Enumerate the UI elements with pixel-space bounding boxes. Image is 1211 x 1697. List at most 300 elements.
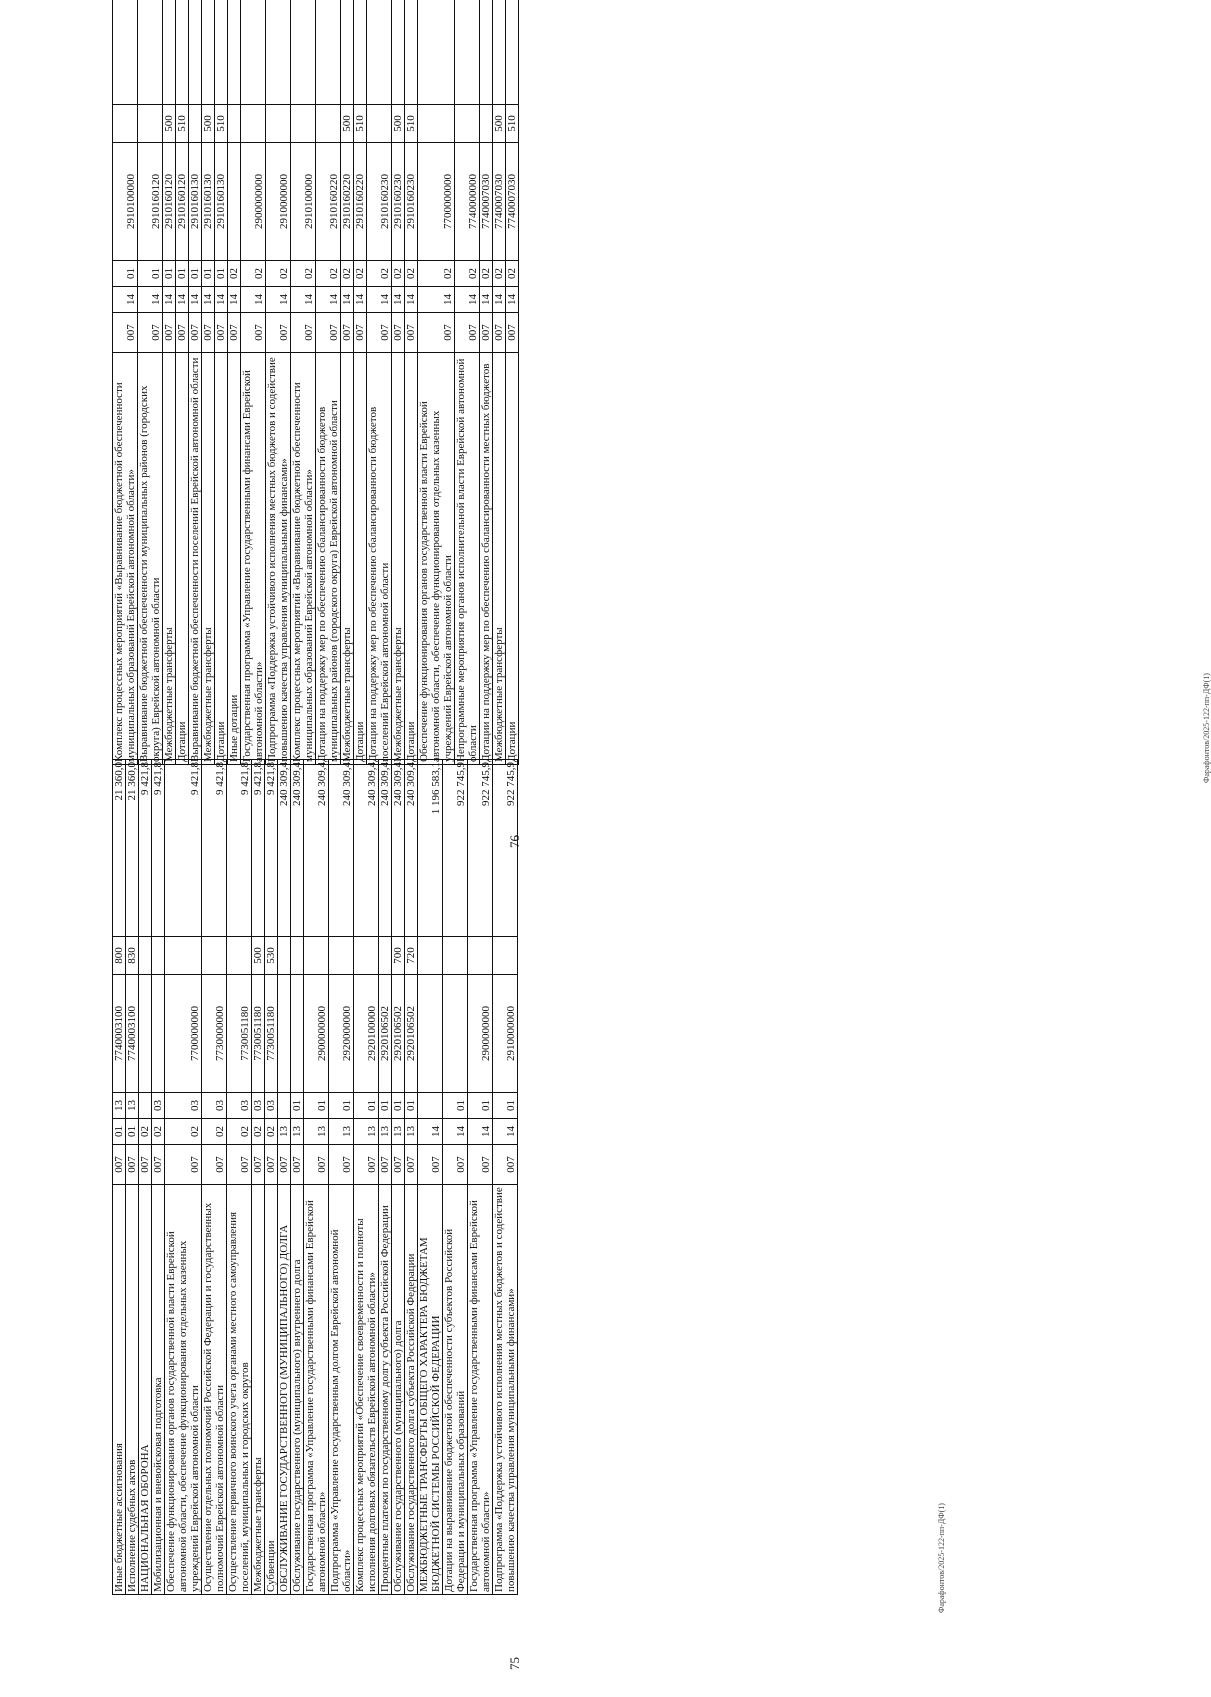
pr-cell: 13	[113, 1093, 126, 1119]
pr-cell: 01	[291, 1093, 304, 1119]
vr-cell	[266, 105, 291, 143]
rz-cell: 13	[304, 1119, 329, 1145]
gr-cell: 007	[163, 313, 176, 353]
rz-cell: 14	[418, 287, 455, 313]
row-name-cell: МЕЖБЮДЖЕТНЫЕ ТРАНСФЕРТЫ ОБЩЕГО ХАРАКТЕРА БЮДЖЕТАМ БЮДЖЕТНОЙ СИСТЕМЫ РОССИЙСКОЙ ФЕДЕРАЦИИ	[418, 1185, 443, 1595]
pr-cell: 02	[241, 261, 266, 287]
vr-cell	[480, 105, 493, 143]
page-number: 76	[507, 835, 522, 848]
table-row	[367, 0, 392, 765]
csr-cell: 2910160220	[354, 143, 367, 261]
pr-cell: 01	[113, 261, 138, 287]
rz-cell: 14	[176, 287, 189, 313]
row-name-cell: Комплекс процессных мероприятий «Обеспечение своевременности и полноты исполнения долговых обязательств Еврейской автономной области»	[354, 1185, 379, 1595]
rz-cell: 02	[152, 1119, 165, 1145]
gr-cell: 007	[176, 313, 189, 353]
rz-cell: 02	[202, 1119, 227, 1145]
rz-cell: 14	[266, 287, 291, 313]
row-name-cell: Государственная программа «Управление государственными финансами Еврейской автономной области»	[241, 353, 266, 765]
csr-cell: 2910160220	[341, 143, 354, 261]
gr-cell: 007	[241, 313, 266, 353]
table-row	[163, 0, 176, 765]
pr-cell: 02	[493, 261, 506, 287]
sum-cell: 240 309,4	[291, 760, 304, 937]
row-name-cell: Дотации	[506, 353, 519, 765]
table-row	[392, 0, 405, 765]
sum-cell: 21 360,0	[126, 760, 139, 937]
pr-cell: 02	[228, 261, 241, 287]
gr-cell: 007	[139, 1145, 152, 1185]
row-name-cell: Непрограммные мероприятия органов исполнительной власти Еврейской автономной области	[455, 353, 480, 765]
vr-cell	[455, 105, 480, 143]
rz-cell: 01	[126, 1119, 139, 1145]
rz-cell: 13	[379, 1119, 392, 1145]
vr-cell	[291, 105, 316, 143]
vr-cell	[227, 937, 252, 975]
page-footer: Фарафонтов/2025-122-пп-ДФ(1)	[937, 1503, 946, 1613]
sum-cell	[316, 0, 341, 105]
page-footer: Фарафонтов/2025-122-пп-ДФ(1)	[1202, 673, 1211, 783]
table-row	[265, 760, 278, 1595]
pr-cell	[418, 1093, 443, 1119]
row-name-cell: Исполнение судебных актов	[126, 1185, 139, 1595]
row-name-cell: Дотации на поддержку мер по обеспечению сбалансированности бюджетов поселений Еврейской автономной области	[367, 353, 392, 765]
csr-cell	[418, 975, 443, 1093]
pr-cell: 03	[265, 1093, 278, 1119]
csr-cell	[291, 975, 304, 1093]
gr-cell: 007	[291, 1145, 304, 1185]
pr-cell: 01	[392, 1093, 405, 1119]
csr-cell: 7740003100	[126, 975, 139, 1093]
csr-cell: 7740007030	[506, 143, 519, 261]
rz-cell: 14	[189, 287, 202, 313]
rz-cell: 14	[316, 287, 341, 313]
csr-cell: 7740007030	[493, 143, 506, 261]
sum-cell	[367, 0, 392, 105]
pr-cell: 02	[341, 261, 354, 287]
vr-cell: 530	[265, 937, 278, 975]
row-name-cell: Межбюджетные трансферты	[493, 353, 506, 765]
pr-cell: 01	[354, 1093, 379, 1119]
rz-cell: 13	[278, 1119, 291, 1145]
csr-cell: 7740000000	[455, 143, 480, 261]
csr-cell: 7700000000	[165, 975, 202, 1093]
row-name-cell: Государственная программа «Управление государственными финансами Еврейской автономной области»	[304, 1185, 329, 1595]
vr-cell	[165, 937, 202, 975]
table-row	[138, 0, 163, 765]
csr-cell: 7700000000	[418, 143, 455, 261]
csr-cell: 2910160230	[367, 143, 392, 261]
sum-cell: 240 309,4	[329, 760, 354, 937]
sum-cell	[392, 0, 405, 105]
sum-cell: 9 421,8	[265, 760, 278, 937]
csr-cell: 2910160120	[176, 143, 189, 261]
table-row	[418, 0, 455, 765]
row-name-cell: Обслуживание государственного долга субъекта Российской Федерации	[405, 1185, 418, 1595]
table-row	[252, 760, 265, 1595]
sum-cell	[405, 0, 418, 105]
vr-cell	[367, 105, 392, 143]
row-name-cell: НАЦИОНАЛЬНАЯ ОБОРОНА	[139, 1185, 152, 1595]
rz-cell: 14	[138, 287, 163, 313]
row-name-cell: Обслуживание государственного (муниципального) долга	[392, 1185, 405, 1595]
sum-cell: 240 309,4	[354, 760, 379, 937]
sum-cell	[266, 0, 291, 105]
csr-cell: 2910160120	[163, 143, 176, 261]
table-row	[316, 0, 341, 765]
pr-cell: 03	[227, 1093, 252, 1119]
gr-cell: 007	[493, 1145, 518, 1185]
sum-cell: 922 745,9	[493, 760, 518, 937]
row-name-cell: Обеспечение функционирования органов государственной власти Еврейской автономной области, обеспечение функционирования отдельных казенных учреждений Еврейской автономной области	[418, 353, 455, 765]
csr-cell: 2910160130	[202, 143, 215, 261]
pr-cell	[278, 1093, 291, 1119]
rz-cell: 01	[113, 1119, 126, 1145]
rz-cell: 14	[341, 287, 354, 313]
pr-cell: 01	[468, 1093, 493, 1119]
row-name-cell: Комплекс процессных мероприятий «Выравнивание бюджетной обеспеченности муниципальных образований Еврейской автономной области»	[113, 353, 138, 765]
table-row	[468, 760, 493, 1595]
sum-cell	[138, 0, 163, 105]
rz-cell: 14	[291, 287, 316, 313]
csr-cell: 2910160130	[189, 143, 202, 261]
row-name-cell: Государственная программа «Управление государственными финансами Еврейской автономной области»	[468, 1185, 493, 1595]
rz-cell: 14	[392, 287, 405, 313]
csr-cell: 2910160130	[215, 143, 228, 261]
row-name-cell: Обслуживание государственного (муниципального) внутреннего долга	[291, 1185, 304, 1595]
gr-cell: 007	[354, 1145, 379, 1185]
sum-cell: 240 309,4	[304, 760, 329, 937]
table-row	[176, 0, 189, 765]
row-name-cell: Иные бюджетные ассигнования	[113, 1185, 126, 1595]
rz-cell: 14	[493, 1119, 518, 1145]
gr-cell: 007	[506, 313, 519, 353]
row-name-cell: Дотации на поддержку мер по обеспечению сбалансированности бюджетов муниципальных районов (городского округа) Еврейской автономной области	[316, 353, 341, 765]
row-name-cell: Межбюджетные трансферты	[341, 353, 354, 765]
row-name-cell: Осуществление первичного воинского учета органами местного самоуправления поселений, муниципальных и городских округов	[227, 1185, 252, 1595]
row-name-cell: Процентные платежи по государственному долгу субъекта Российской Федерации	[379, 1185, 392, 1595]
gr-cell: 007	[152, 1145, 165, 1185]
pr-cell: 02	[291, 261, 316, 287]
vr-cell	[418, 105, 455, 143]
row-name-cell: Обеспечение функционирования органов государственной власти Еврейской автономной области, обеспечение функционирования отдельных казенных учреждений Еврейской автономной области	[165, 1185, 202, 1595]
gr-cell: 007	[392, 313, 405, 353]
pr-cell: 01	[176, 261, 189, 287]
csr-cell: 2910160120	[138, 143, 163, 261]
gr-cell: 007	[113, 1145, 126, 1185]
pr-cell: 13	[126, 1093, 139, 1119]
table-row	[493, 760, 518, 1595]
table-row	[278, 760, 291, 1595]
sum-cell: 922 745,9	[443, 760, 468, 937]
gr-cell: 007	[455, 313, 480, 353]
row-name-cell: Дотации на поддержку мер по обеспечению сбалансированности местных бюджетов	[480, 353, 493, 765]
table-row	[189, 0, 202, 765]
row-name-cell: Дотации	[405, 353, 418, 765]
csr-cell	[278, 975, 291, 1093]
rz-cell: 14	[354, 287, 367, 313]
csr-cell: 2910160230	[392, 143, 405, 261]
sum-cell	[291, 0, 316, 105]
gr-cell: 007	[329, 1145, 354, 1185]
page-75-panel	[112, 760, 977, 1670]
gr-cell: 007	[304, 1145, 329, 1185]
csr-cell: 2900000000	[241, 143, 266, 261]
csr-cell: 2910160230	[405, 143, 418, 261]
sum-cell	[341, 0, 354, 105]
csr-cell: 7730051180	[265, 975, 278, 1093]
rz-cell: 14	[480, 287, 493, 313]
table-row	[405, 760, 418, 1595]
row-name-cell: Межбюджетные трансферты	[252, 1185, 265, 1595]
rz-cell: 14	[418, 1119, 443, 1145]
sum-cell	[176, 0, 189, 105]
vr-cell	[304, 937, 329, 975]
rz-cell: 14	[405, 287, 418, 313]
pr-cell: 01	[443, 1093, 468, 1119]
table-row	[392, 760, 405, 1595]
sum-cell	[189, 0, 202, 105]
table-row	[354, 0, 367, 765]
rz-cell: 13	[392, 1119, 405, 1145]
rz-cell: 02	[227, 1119, 252, 1145]
rz-cell: 14	[202, 287, 215, 313]
gr-cell: 007	[468, 1145, 493, 1185]
table-row	[113, 0, 138, 765]
pr-cell: 02	[418, 261, 455, 287]
vr-cell	[278, 937, 291, 975]
vr-cell: 830	[126, 937, 139, 975]
csr-cell: 2920000000	[329, 975, 354, 1093]
csr-cell	[139, 975, 152, 1093]
pr-cell: 03	[165, 1093, 202, 1119]
csr-cell: 7730051180	[227, 975, 252, 1093]
row-name-cell: Подпрограмма «Поддержка устойчивого исполнения местных бюджетов и содействие повышению качества управления муниципальными финансами»	[266, 353, 291, 765]
vr-cell: 500	[493, 105, 506, 143]
table-row	[202, 760, 227, 1595]
vr-cell: 500	[392, 105, 405, 143]
row-name-cell: Дотации	[215, 353, 228, 765]
gr-cell: 007	[354, 313, 367, 353]
sum-cell	[493, 0, 506, 105]
csr-cell: 2910100000	[113, 143, 138, 261]
sum-cell: 9 421,8	[202, 760, 227, 937]
gr-cell: 007	[266, 313, 291, 353]
pr-cell: 02	[480, 261, 493, 287]
row-name-cell: Иные дотации	[228, 353, 241, 765]
vr-cell: 510	[215, 105, 228, 143]
vr-cell	[329, 937, 354, 975]
csr-cell: 7740003100	[113, 975, 126, 1093]
pr-cell	[139, 1093, 152, 1119]
pr-cell: 01	[493, 1093, 518, 1119]
gr-cell: 007	[493, 313, 506, 353]
csr-cell	[443, 975, 468, 1093]
sum-cell: 922 745,9	[468, 760, 493, 937]
pr-cell: 02	[316, 261, 341, 287]
rz-cell: 02	[139, 1119, 152, 1145]
sum-cell: 240 309,4	[392, 760, 405, 937]
csr-cell: 7740007030	[480, 143, 493, 261]
row-name-cell: Межбюджетные трансферты	[392, 353, 405, 765]
rz-cell: 14	[228, 287, 241, 313]
table-row	[228, 0, 241, 765]
gr-cell: 007	[165, 1145, 202, 1185]
vr-cell	[152, 937, 165, 975]
table-row	[291, 760, 304, 1595]
table-row	[165, 760, 202, 1595]
vr-cell: 510	[506, 105, 519, 143]
vr-cell	[139, 937, 152, 975]
sum-cell: 9 421,8	[152, 760, 165, 937]
sum-cell	[113, 0, 138, 105]
vr-cell	[202, 937, 227, 975]
sum-cell	[418, 0, 455, 105]
rz-cell: 13	[329, 1119, 354, 1145]
row-name-cell: Межбюджетные трансферты	[202, 353, 215, 765]
rz-cell: 14	[215, 287, 228, 313]
row-name-cell: Подпрограмма «Поддержка устойчивого исполнения местных бюджетов и содействие повышению качества управления муниципальными финансами»	[493, 1185, 518, 1595]
vr-cell	[418, 937, 443, 975]
pr-cell: 03	[252, 1093, 265, 1119]
row-name-cell: Дотации	[354, 353, 367, 765]
table-row	[329, 760, 354, 1595]
vr-cell	[443, 937, 468, 975]
pr-cell: 02	[506, 261, 519, 287]
pr-cell: 03	[202, 1093, 227, 1119]
pr-cell: 02	[405, 261, 418, 287]
pr-cell: 01	[329, 1093, 354, 1119]
gr-cell: 007	[278, 1145, 291, 1185]
rz-cell: 14	[468, 1119, 493, 1145]
csr-cell: 7730000000	[202, 975, 227, 1093]
gr-cell: 007	[265, 1145, 278, 1185]
vr-cell: 510	[354, 105, 367, 143]
vr-cell	[291, 937, 304, 975]
csr-cell: 2910000000	[266, 143, 291, 261]
gr-cell: 007	[202, 1145, 227, 1185]
row-name-cell: Дотации на выравнивание бюджетной обеспеченности субъектов Российской Федерации и муниципальных образований	[443, 1185, 468, 1595]
gr-cell: 007	[418, 1145, 443, 1185]
rz-cell: 14	[367, 287, 392, 313]
gr-cell: 007	[379, 1145, 392, 1185]
gr-cell: 007	[113, 313, 138, 353]
gr-cell: 007	[341, 313, 354, 353]
table-row	[418, 760, 443, 1595]
rz-cell: 14	[506, 287, 519, 313]
table-row	[227, 760, 252, 1595]
vr-cell	[468, 937, 493, 975]
sum-cell	[202, 0, 215, 105]
gr-cell: 007	[228, 313, 241, 353]
vr-cell	[316, 105, 341, 143]
sum-cell: 9 421,8	[139, 760, 152, 937]
rz-cell: 13	[405, 1119, 418, 1145]
sum-cell: 240 309,4	[405, 760, 418, 937]
csr-cell: 2900000000	[304, 975, 329, 1093]
pr-cell: 01	[304, 1093, 329, 1119]
table-row	[241, 0, 266, 765]
row-name-cell: Выравнивание бюджетной обеспеченности муниципальных районов (городских округа) Еврейской автономной области	[138, 353, 163, 765]
csr-cell	[228, 143, 241, 261]
rz-cell: 02	[252, 1119, 265, 1145]
table-row	[443, 760, 468, 1595]
csr-cell: 7730051180	[252, 975, 265, 1093]
rz-cell: 14	[493, 287, 506, 313]
csr-cell: 2910100000	[291, 143, 316, 261]
gr-cell: 007	[405, 1145, 418, 1185]
pr-cell: 02	[367, 261, 392, 287]
gr-cell: 007	[126, 1145, 139, 1185]
csr-cell: 2920100000	[354, 975, 379, 1093]
csr-cell: 2910000000	[493, 975, 518, 1093]
table-row	[341, 0, 354, 765]
gr-cell: 007	[189, 313, 202, 353]
table-row	[493, 0, 506, 765]
sum-cell: 240 309,4	[379, 760, 392, 937]
table-row	[455, 0, 480, 765]
rz-cell: 14	[455, 287, 480, 313]
row-name-cell: Мобилизационная и вневойсковая подготовка	[152, 1185, 165, 1595]
csr-cell: 2920106502	[379, 975, 392, 1093]
rz-cell: 02	[265, 1119, 278, 1145]
csr-cell: 2920106502	[392, 975, 405, 1093]
sum-cell: 9 421,8	[165, 760, 202, 937]
pr-cell: 01	[379, 1093, 392, 1119]
gr-cell: 007	[227, 1145, 252, 1185]
budget-table	[112, 759, 518, 1595]
sum-cell: 9 421,8	[227, 760, 252, 937]
gr-cell: 007	[480, 313, 493, 353]
gr-cell: 007	[405, 313, 418, 353]
sum-cell	[480, 0, 493, 105]
sum-cell	[215, 0, 228, 105]
table-row	[304, 760, 329, 1595]
table-row	[480, 0, 493, 765]
rz-cell: 14	[113, 287, 138, 313]
vr-cell	[354, 937, 379, 975]
row-name-cell: Выравнивание бюджетной обеспеченности поселений Еврейской автономной области	[189, 353, 202, 765]
rz-cell: 13	[354, 1119, 379, 1145]
vr-cell: 800	[113, 937, 126, 975]
vr-cell: 500	[202, 105, 215, 143]
table-row	[215, 0, 228, 765]
sum-cell: 240 309,4	[278, 760, 291, 937]
row-name-cell: Подпрограмма «Управление государственным долгом Еврейской автономной области»	[329, 1185, 354, 1595]
table-row	[291, 0, 316, 765]
row-name-cell: Дотации	[176, 353, 189, 765]
row-name-cell: ОБСЛУЖИВАНИЕ ГОСУДАРСТВЕННОГО (МУНИЦИПАЛЬНОГО) ДОЛГА	[278, 1185, 291, 1595]
rz-cell: 14	[163, 287, 176, 313]
pr-cell: 01	[202, 261, 215, 287]
gr-cell: 007	[215, 313, 228, 353]
rz-cell: 13	[291, 1119, 304, 1145]
pr-cell: 01	[189, 261, 202, 287]
csr-cell: 2910160220	[316, 143, 341, 261]
sum-cell	[163, 0, 176, 105]
vr-cell: 500	[252, 937, 265, 975]
vr-cell	[138, 105, 163, 143]
rz-cell: 14	[241, 287, 266, 313]
row-name-cell: Комплекс процессных мероприятий «Выравнивание бюджетной обеспеченности муниципальных образований Еврейской автономной области»	[291, 353, 316, 765]
gr-cell: 007	[291, 313, 316, 353]
table-row	[152, 760, 165, 1595]
rz-cell: 14	[443, 1119, 468, 1145]
pr-cell: 01	[163, 261, 176, 287]
gr-cell: 007	[392, 1145, 405, 1185]
pr-cell: 01	[138, 261, 163, 287]
pr-cell: 02	[354, 261, 367, 287]
